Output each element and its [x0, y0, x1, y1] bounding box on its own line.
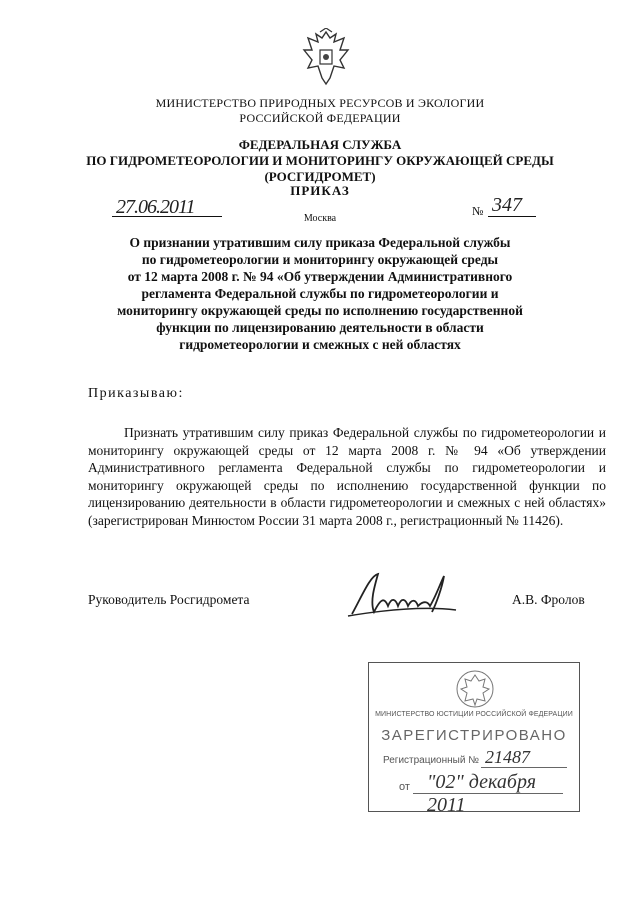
ministry-header	[0, 96, 640, 126]
title-line: регламента Федеральной службы по гидрометеорологии и	[141, 286, 499, 301]
stamp-date-underline	[413, 793, 563, 794]
city: Москва	[303, 213, 337, 224]
document-type: ПРИКАЗ	[290, 183, 350, 198]
stamp-reg-number: 21487	[485, 747, 530, 767]
title-line: по гидрометеорологии и мониторингу окружающей среды	[141, 252, 499, 267]
signatory-role: Руководитель Росгидромета	[88, 592, 250, 607]
service-header	[0, 137, 640, 185]
stamp-org: МИНИСТЕРСТВО ЮСТИЦИИ РОССИЙСКОЙ ФЕДЕРАЦИИ	[375, 711, 573, 718]
stamp-emblem-icon	[455, 669, 495, 709]
ministry-line-2: РОССИЙСКОЙ ФЕДЕРАЦИИ	[239, 111, 401, 125]
title-line: от 12 марта 2008 г. № 94 «Об утверждении Административного	[127, 269, 513, 284]
service-line-2: ПО ГИДРОМЕТЕОРОЛОГИИ И МОНИТОРИНГУ ОКРУЖАЮЩЕЙ СРЕДЫ	[86, 153, 554, 168]
stamp-reg-date: "02" декабря 2011	[427, 771, 536, 816]
service-line-3: (РОСГИДРОМЕТ)	[264, 169, 376, 184]
title-line: функции по лицензированию деятельности в области	[156, 320, 484, 335]
stamp-reg-label: Регистрационный №	[383, 755, 479, 766]
stamp-reg-underline	[481, 767, 567, 768]
order-number: 347	[492, 194, 522, 216]
order-body: Признать утратившим силу приказ Федеральной службы по гидрометеорологии и мониторингу окружающей среды от 12 марта 2008 г. № 94 «Об утверждении Административного регламента Федеральной службы по гидрометеорологии и мониторингу окружающей среды по исполнению государственной функции по лицензированию деятельности в области гидрометеорологии и смежных с ней областях» (зарегистрирован Минюстом России 31 марта 2008 г., регистрационный № 11426).	[88, 425, 606, 528]
handwritten-signature	[344, 566, 464, 626]
title-line: гидрометеорологии и смежных с ней областях	[179, 337, 461, 352]
stamp-status: ЗАРЕГИСТРИРОВАНО	[381, 727, 567, 744]
registration-stamp	[368, 662, 580, 816]
order-date: 27.06.2011	[116, 196, 195, 218]
order-word: Приказываю:	[88, 386, 184, 401]
stamp-from-label: от	[399, 781, 410, 793]
title-line: О признании утратившим силу приказа Федеральной службы	[129, 235, 511, 250]
coat-of-arms-emblem	[300, 28, 352, 86]
ministry-line-1: МИНИСТЕРСТВО ПРИРОДНЫХ РЕСУРСОВ И ЭКОЛОГИИ	[155, 96, 485, 110]
service-line-1: ФЕДЕРАЛЬНАЯ СЛУЖБА	[238, 137, 402, 152]
order-title	[88, 234, 552, 353]
number-underline	[488, 216, 536, 217]
number-label: №	[472, 204, 484, 218]
signatory-name: А.В. Фролов	[512, 592, 585, 607]
title-line: мониторингу окружающей среды по исполнению государственной	[117, 303, 523, 318]
